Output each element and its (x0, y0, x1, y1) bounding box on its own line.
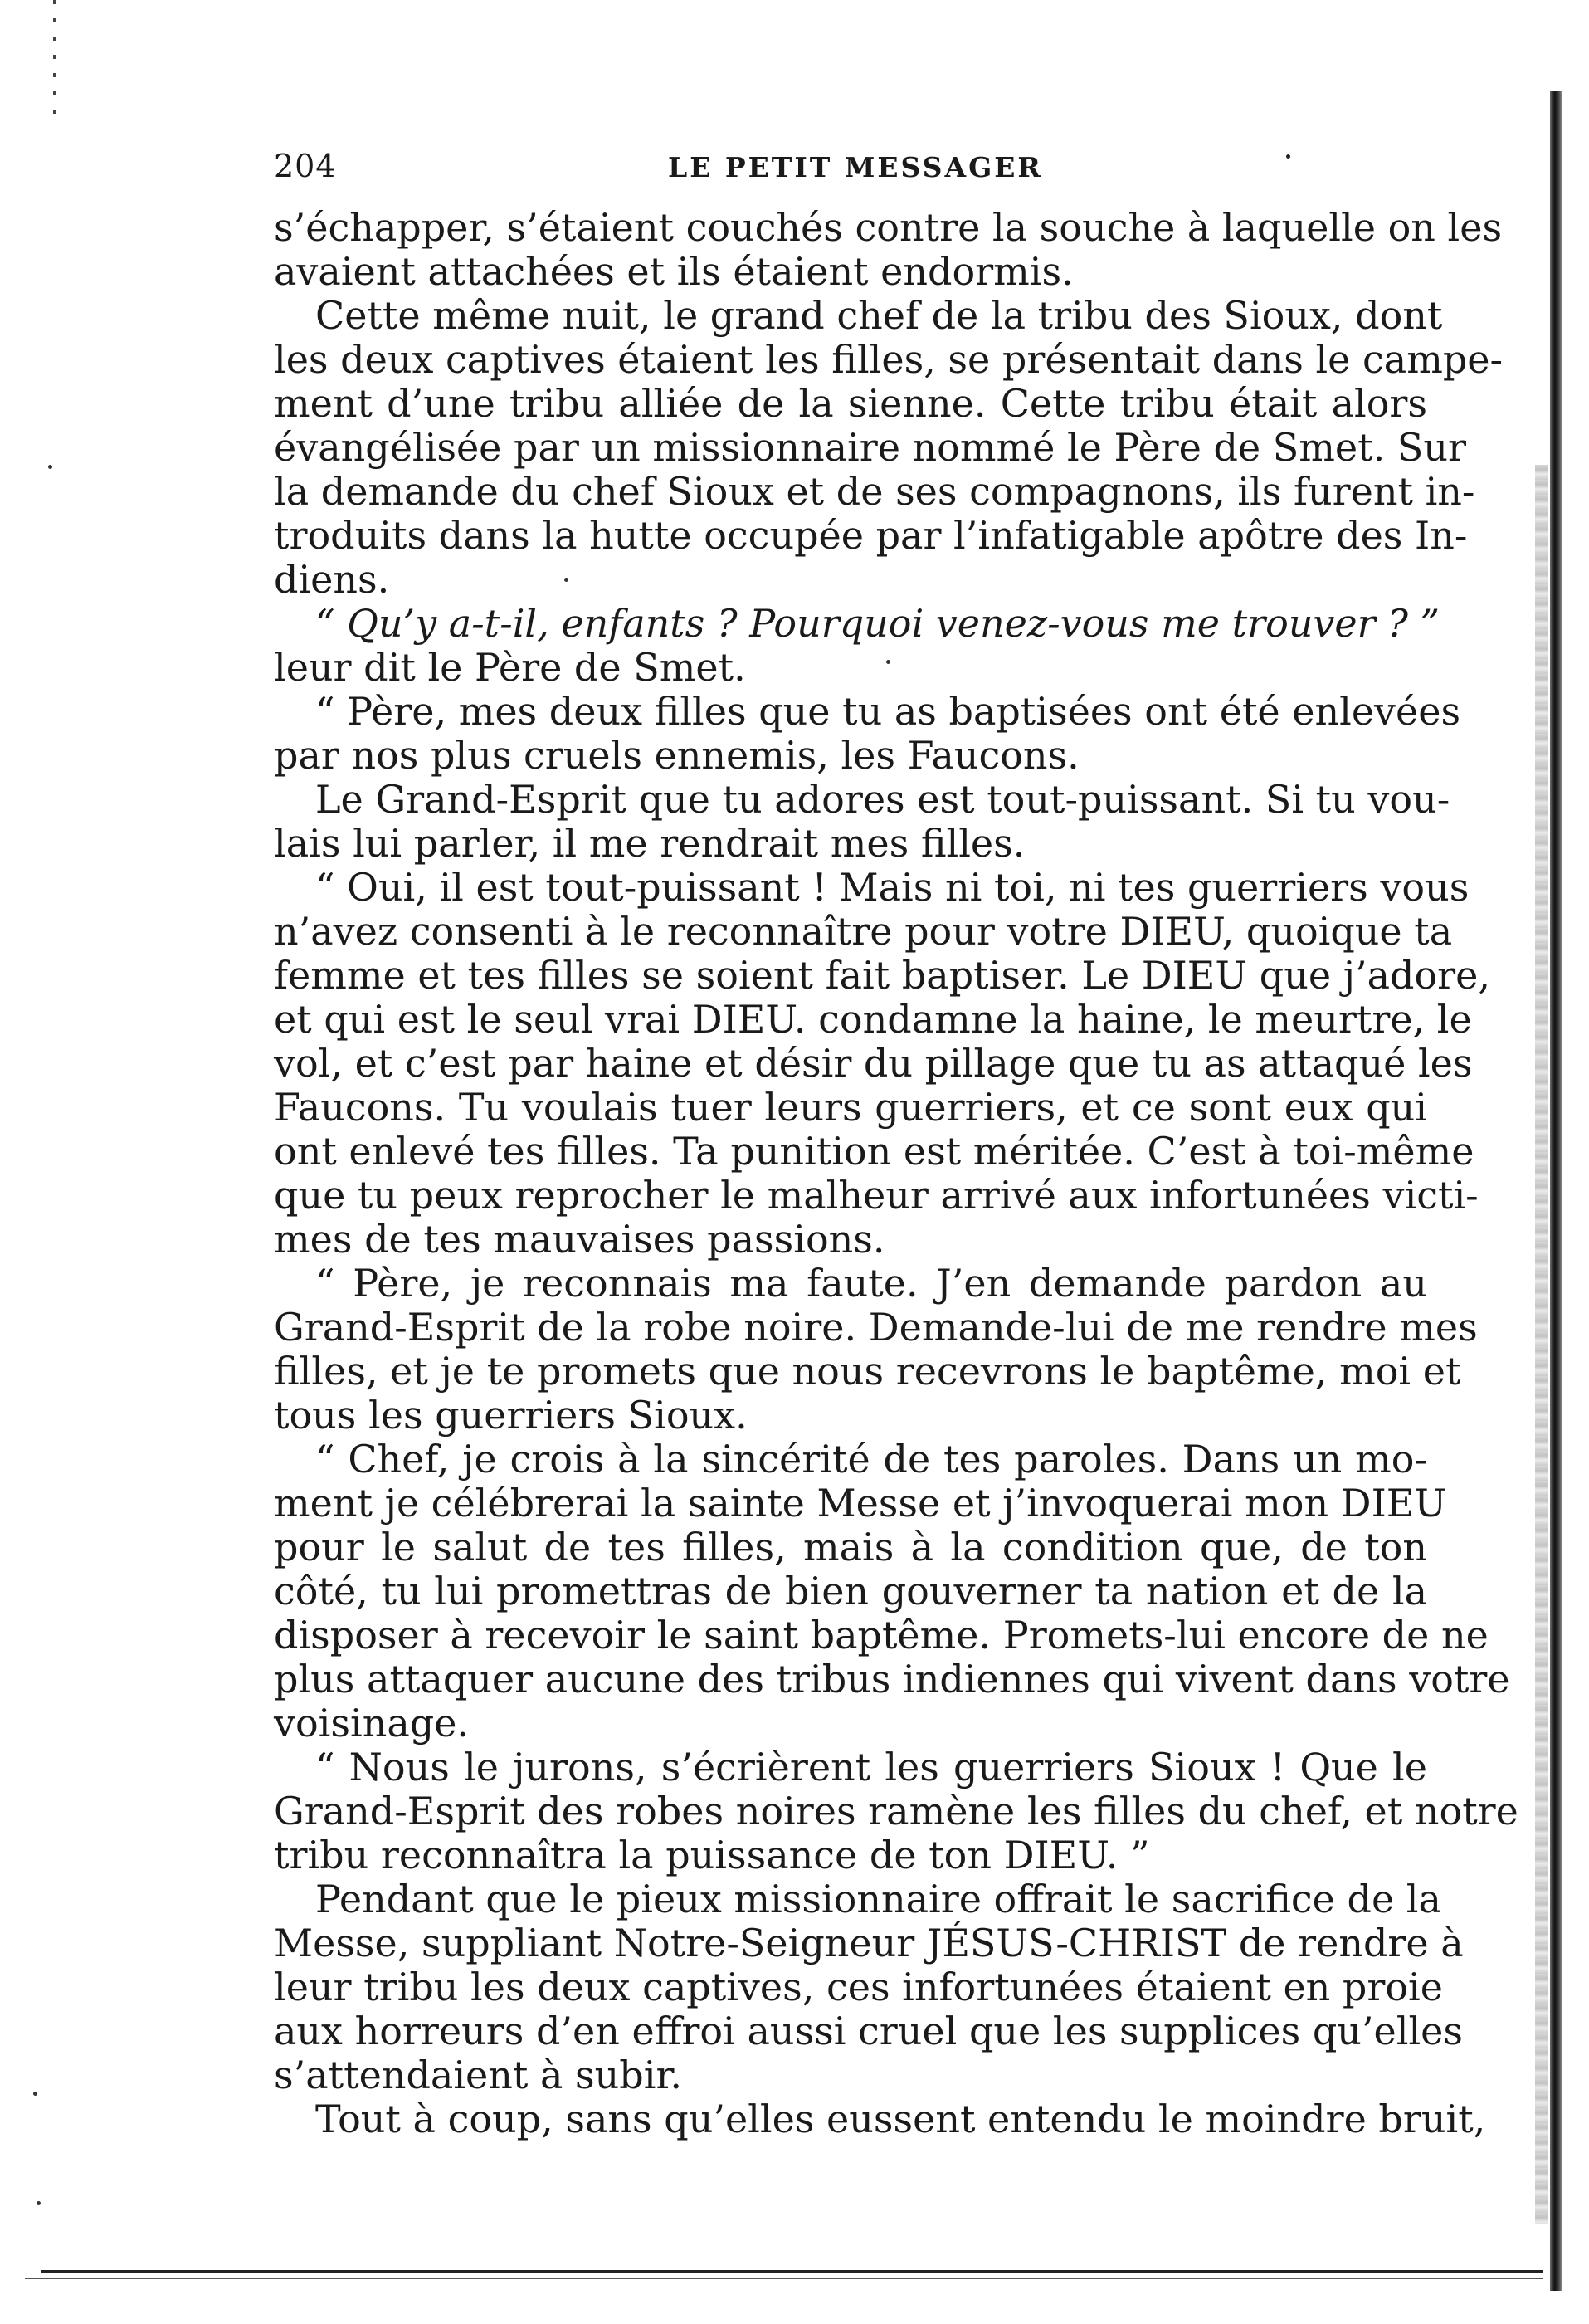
text-line: filles, et je te promets que nous recevrons le baptême, moi et (274, 1349, 1461, 1394)
text-line: n’avez consenti à le reconnaître pour votre DIEU, quoique ta (274, 909, 1453, 954)
text-line: diens. (274, 557, 390, 602)
text-line: ment je célébrerai la sainte Messe et j’invoquerai mon DIEU (274, 1481, 1447, 1526)
text-line: Cette même nuit, le grand chef de la tribu des Sioux, dont (315, 293, 1443, 338)
text-line: “ Oui, il est tout-puissant ! Mais ni toi, ni tes guerriers vous (315, 865, 1470, 910)
print-speck (33, 2092, 37, 2096)
text-line: que tu peux reprocher le malheur arrivé aux infortunées victi- (274, 1173, 1479, 1218)
text-line: Tout à coup, sans qu’elles eussent entendu le moindre bruit, (315, 2097, 1486, 2141)
print-speck (1286, 154, 1290, 159)
text-line: s’échapper, s’étaient couchés contre la souche à laquelle on les (274, 205, 1503, 250)
text-line: lais lui parler, il me rendrait mes filles. (274, 821, 1026, 866)
scan-margin-marks (53, 0, 56, 116)
text-line: avaient attachées et ils étaient endormis. (274, 249, 1074, 294)
text-line: Messe, suppliant Notre-Seigneur JÉSUS-CHRIST de rendre à (274, 1921, 1464, 1965)
text-line: ment d’une tribu alliée de la sienne. Cette tribu était alors (274, 381, 1427, 426)
text-line: s’attendaient à subir. (274, 2053, 683, 2097)
text-line: femme et tes filles se soient fait baptiser. Le DIEU que j’adore, (274, 953, 1490, 998)
print-speck (886, 660, 890, 664)
text-line: “ Nous le jurons, s’écrièrent les guerriers Sioux ! Que le (315, 1745, 1427, 1789)
text-line: leur tribu les deux captives, ces infortunées étaient en proie (274, 1965, 1443, 2009)
text-line: Grand-Esprit de la robe noire. Demande-lui de me rendre mes (274, 1305, 1478, 1350)
text-line: Pendant que le pieux missionnaire offrait le sacrifice de la (315, 1877, 1441, 1921)
text-line: pour le salut de tes filles, mais à la condition que, de ton (274, 1525, 1427, 1570)
text-line: aux horreurs d’en effroi aussi cruel que les supplices qu’elles (274, 2009, 1463, 2053)
bottom-edge-rule (41, 2270, 1543, 2273)
text-line: évangélisée par un missionnaire nommé le Père de Smet. Sur (274, 425, 1466, 470)
text-line: “ Père, mes deux filles que tu as baptisées ont été enlevées (315, 689, 1461, 734)
text-line: par nos plus cruels ennemis, les Faucons. (274, 733, 1080, 778)
text-line: mes de tes mauvaises passions. (274, 1217, 885, 1262)
page-edge-texture (1535, 465, 1548, 2224)
page-edge-binding (1550, 91, 1562, 2291)
text-line: Grand-Esprit des robes noires ramène les filles du chef, et notre (274, 1789, 1518, 1833)
body-text (274, 205, 1518, 2141)
text-line: voisinage. (274, 1701, 470, 1745)
page-header (274, 148, 1427, 198)
running-title: LE PETIT MESSAGER (668, 151, 1043, 183)
print-speck (564, 578, 568, 582)
text-line: “ Père, je reconnais ma faute. J’en demande pardon au (315, 1261, 1427, 1306)
text-line: disposer à recevoir le saint baptême. Promets-lui encore de ne (274, 1613, 1489, 1658)
text-line: vol, et c’est par haine et désir du pillage que tu as attaqué les (274, 1041, 1473, 1086)
print-speck (37, 2201, 41, 2205)
text-line: “ Chef, je crois à la sincérité de tes paroles. Dans un mo- (315, 1437, 1427, 1482)
text-line: ont enlevé tes filles. Ta punition est méritée. C’est à toi-même (274, 1129, 1474, 1174)
page-number: 204 (274, 148, 337, 184)
text-line: Faucons. Tu voulais tuer leurs guerriers, et ce sont eux qui (274, 1085, 1427, 1130)
text-line: et qui est le seul vrai DIEU. condamne la haine, le meurtre, le (274, 997, 1472, 1042)
bottom-edge-rule-thin (25, 2278, 1543, 2279)
text-line: “ Qu’y a-t-il, enfants ? Pourquoi venez-vous me trouver ? ” (315, 601, 1440, 646)
text-line: la demande du chef Sioux et de ses compagnons, ils furent in- (274, 469, 1475, 514)
text-line: Le Grand-Esprit que tu adores est tout-puissant. Si tu vou- (315, 777, 1450, 822)
print-speck (48, 465, 52, 469)
text-line: tous les guerriers Sioux. (274, 1393, 748, 1438)
text-line: côté, tu lui promettras de bien gouverner ta nation et de la (274, 1569, 1427, 1614)
text-line: leur dit le Père de Smet. (274, 645, 746, 690)
text-line: tribu reconnaîtra la puissance de ton DIEU. ” (274, 1833, 1150, 1877)
text-line: plus attaquer aucune des tribus indiennes qui vivent dans votre (274, 1657, 1510, 1702)
text-line: les deux captives étaient les filles, se présentait dans le campe- (274, 337, 1504, 382)
text-line: troduits dans la hutte occupée par l’infatigable apôtre des In- (274, 513, 1468, 558)
